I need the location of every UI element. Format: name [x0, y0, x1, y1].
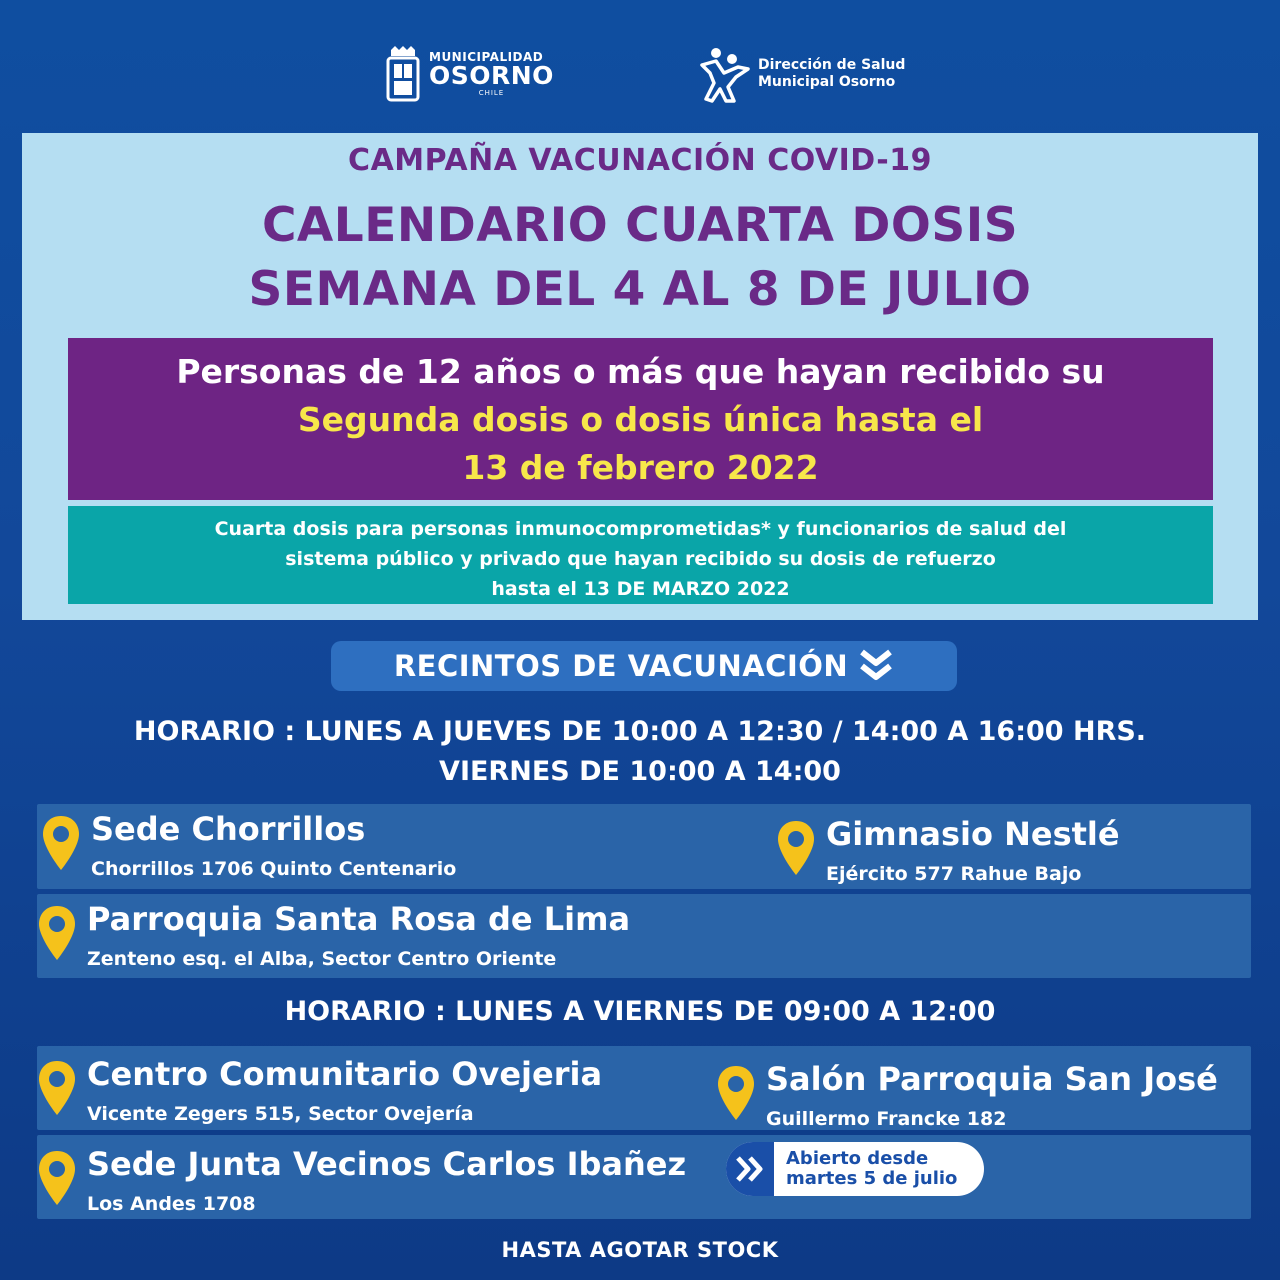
location-name: Sede Chorrillos	[91, 810, 366, 848]
location-name: Sede Junta Vecinos Carlos Ibañez	[87, 1145, 687, 1183]
location-name: Parroquia Santa Rosa de Lima	[87, 900, 631, 938]
recintos-title: RECINTOS DE VACUNACIÓN	[393, 649, 849, 683]
calendar-title: CALENDARIO CUARTA DOSIS	[261, 198, 1019, 253]
health-people-icon	[698, 43, 752, 105]
municipal-crest-icon	[385, 44, 421, 104]
note-line1: Cuarta dosis para personas inmunocomprometidas* y funcionarios de salud del	[214, 518, 1067, 540]
location-pin-icon	[37, 1149, 77, 1209]
note-line3: hasta el 13 DE MARZO 2022	[491, 578, 790, 600]
note-line2: sistema público y privado que hayan recibido su dosis de refuerzo	[285, 548, 996, 570]
location-address: Guillermo Francke 182	[766, 1108, 1007, 1130]
note-box	[68, 506, 1213, 604]
eligibility-box	[68, 338, 1213, 500]
location-pin-icon	[776, 819, 816, 879]
opening-badge	[726, 1142, 984, 1196]
location-pin-icon	[37, 904, 77, 964]
location-address: Los Andes 1708	[87, 1193, 256, 1215]
badge-line2: martes 5 de julio	[786, 1168, 958, 1189]
campaign-title: CAMPAÑA VACUNACIÓN COVID-19	[348, 143, 932, 178]
logo-muni-line3: CHILE	[478, 89, 505, 97]
logo-muni-line1: MUNICIPALIDAD	[429, 50, 544, 64]
location-address: Vicente Zegers 515, Sector Ovejería	[87, 1103, 474, 1125]
location-pin-icon	[716, 1064, 756, 1124]
location-address: Zenteno esq. el Alba, Sector Centro Oriente	[87, 948, 557, 970]
location-pin-icon	[41, 814, 81, 874]
municipalidad-logo	[385, 42, 565, 106]
location-name: Gimnasio Nestlé	[826, 815, 1120, 853]
badge-line1: Abierto desde	[786, 1148, 929, 1169]
week-title: SEMANA DEL 4 AL 8 DE JULIO	[248, 262, 1032, 317]
schedule1-line1: HORARIO : LUNES A JUEVES DE 10:00 A 12:30 / 14:00 A 16:00 HRS.	[133, 716, 1147, 747]
eligibility-line3: 13 de febrero 2022	[462, 448, 819, 487]
eligibility-line2: Segunda dosis o dosis única hasta el	[297, 400, 984, 439]
salud-logo	[698, 42, 918, 106]
location-name: Centro Comunitario Ovejeria	[87, 1055, 603, 1093]
location-address: Chorrillos 1706 Quinto Centenario	[91, 858, 457, 880]
double-chevron-down-icon	[858, 649, 894, 683]
schedule1-line2: VIERNES DE 10:00 A 14:00	[439, 756, 841, 787]
stock-note: HASTA AGOTAR STOCK	[501, 1238, 779, 1262]
eligibility-line1: Personas de 12 años o más que hayan recibido su	[176, 352, 1105, 391]
location-name: Salón Parroquia San José	[766, 1060, 1218, 1098]
recintos-header	[331, 641, 957, 691]
logo-salud-line1: Dirección de Salud	[758, 57, 906, 74]
logo-salud-line2: Municipal Osorno	[758, 74, 896, 90]
schedule2-line1: HORARIO : LUNES A VIERNES DE 09:00 A 12:00	[284, 996, 996, 1027]
logo-muni-line2: OSORNO	[429, 61, 554, 90]
double-chevron-right-icon	[735, 1155, 765, 1183]
location-pin-icon	[37, 1059, 77, 1119]
location-address: Ejército 577 Rahue Bajo	[826, 863, 1082, 885]
